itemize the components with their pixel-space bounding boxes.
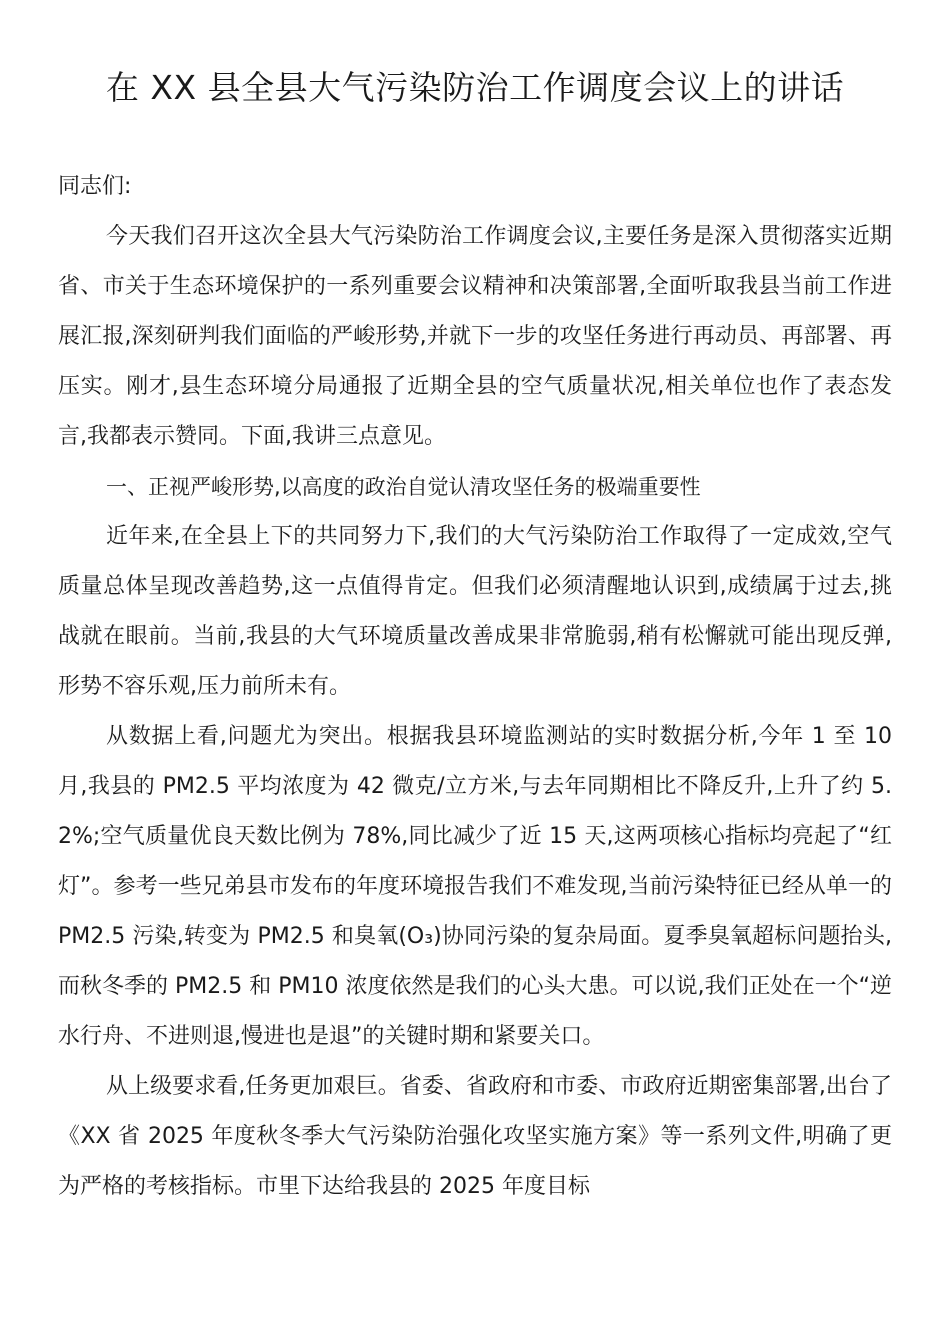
paragraph-achievements: 近年来,在全县上下的共同努力下,我们的大气污染防治工作取得了一定成效,空气质量总体呈现改善趋势,这一点值得肯定。但我们必须清醒地认识到,成绩属于过去,挑战就在眼前。当前,我县的大气环境质量改善成果非常脆弱,稍有松懈就可能出现反弹,形势不容乐观,压力前所未有。 — [58, 524, 892, 699]
paragraph-data-analysis: 从数据上看,问题尤为突出。根据我县环境监测站的实时数据分析,今年 1 至 10 月,我县的 PM2.5 平均浓度为 42 微克/立方米,与去年同期相比不降反升,上升了约 5.2%;空气质量优良天数比例为 78%,同比减少了近 15 天,这两项核心指标均亮起了“红灯”。参考一些兄弟县市发布的年度环境报告我们不难发现,当前污染特征已经从单一的 PM2.5 污染,转变为 PM2.5 和臭氧(O₃)协同污染的复杂局面。夏季臭氧超标问题抬头,而秋冬季的 PM2.5 和 PM10 浓度依然是我们的心头大患。可以说,我们正处在一个“逆水行舟、不进则退,慢进也是退”的关键时期和紧要关口。 — [58, 724, 892, 1049]
document-title: 在 XX 县全县大气污染防治工作调度会议上的讲话 — [105, 68, 845, 107]
document-page — [58, 62, 892, 1212]
paragraph-intro: 今天我们召开这次全县大气污染防治工作调度会议,主要任务是深入贯彻落实近期省、市关于生态环境保护的一系列重要会议精神和决策部署,全面听取我县当前工作进展汇报,深刻研判我们面临的严峻形势,并就下一步的攻坚任务进行再动员、再部署、再压实。刚才,县生态环境分局通报了近期全县的空气质量状况,相关单位也作了表态发言,我都表示赞同。下面,我讲三点意见。 — [58, 224, 892, 449]
section-heading-1: 一、正视严峻形势,以高度的政治自觉认清攻坚任务的极端重要性 — [106, 475, 701, 499]
salutation: 同志们: — [58, 174, 132, 199]
paragraph-superior-requirements: 从上级要求看,任务更加艰巨。省委、省政府和市委、市政府近期密集部署,出台了《XX 省 2025 年度秋冬季大气污染防治强化攻坚实施方案》等一系列文件,明确了更为严格的考核指标。市里下达给我县的 2025 年度目标 — [58, 1074, 892, 1199]
